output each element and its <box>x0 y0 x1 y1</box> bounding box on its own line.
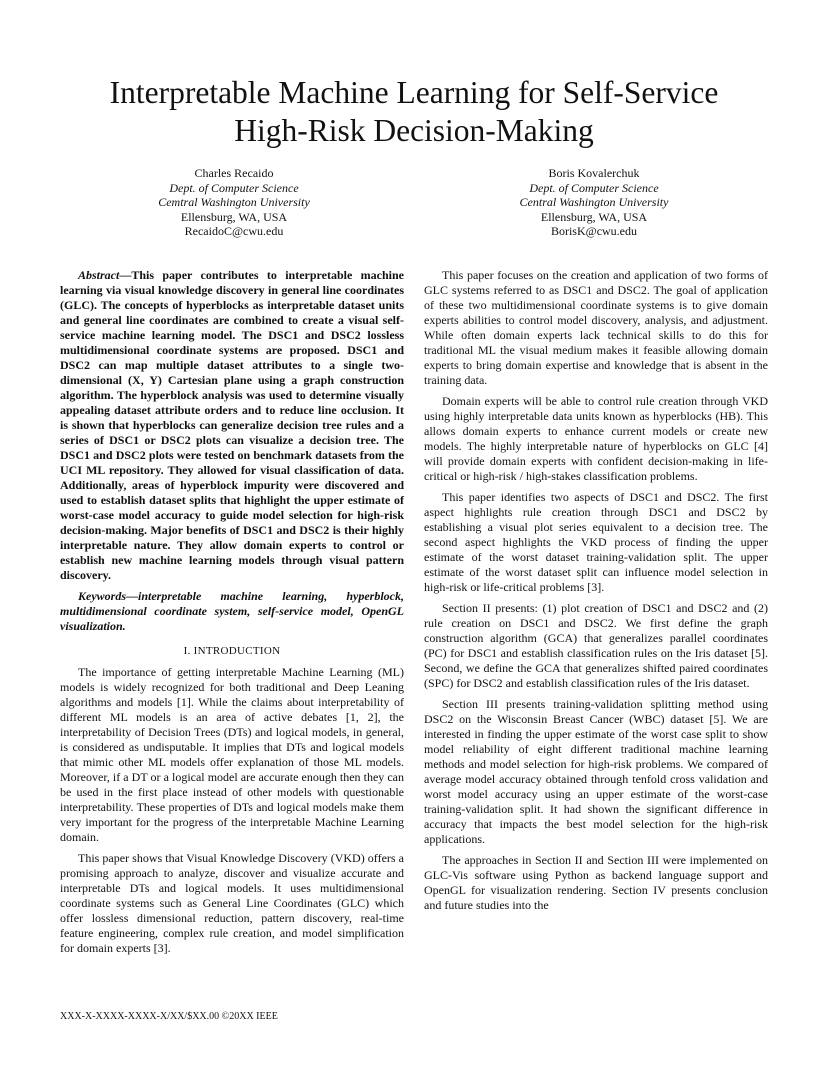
body-paragraph: This paper shows that Visual Knowledge Discovery (VKD) offers a promising approach to analyze, discover and visualize accurate and interpretable DTs and logical models. It uses multidimensional coordinate systems such as General Line Coordinates (GLC) which offer lossless dimensional reduction, pattern discovery, real-time feature engineering, complex rule creation, and model simplification for domain experts [3]. <box>60 851 404 955</box>
author-location: Ellensburg, WA, USA <box>540 209 648 224</box>
author-block-1 <box>104 166 364 239</box>
abstract <box>60 268 404 583</box>
abstract-text: —This paper contributes to interpretable machine learning via visual knowledge discovery in general line coordinates (GLC). The concepts of hyperblocks as interpretable dataset units and general line coordinates are combined to create a visual self-service machine learning model. The DSC1 and DSC2 lossless multidimensional coordinate systems are proposed. DSC1 and DSC2 can map multiple dataset attributes to a single two-dimensional (X, Y) Cartesian plane using a graph construction algorithm. The hyperblock analysis was used to determine visually appealing dataset attribute orders and to reduce line occlusion. It is shown that hyperblocks can generalize decision tree rules and a series of DSC1 or DSC2 plots can visualize a decision tree. The DSC1 and DSC2 plots were tested on benchmark datasets from the UCI ML repository. They allowed for visual classification of data. Additionally, areas of hyperblock impurity were discovered and used to establish dataset splits that highlight the upper estimate of worst-case model accuracy to guide model selection for high-risk decision-making. Major benefits of DSC1 and DSC2 is their highly interpretable nature. They allow domain experts to control or establish new machine learning models through visual pattern discovery. <box>60 268 404 582</box>
author-name: Boris Kovalerchuk <box>548 166 640 180</box>
body-paragraph: This paper identifies two aspects of DSC1 and DSC2. The first aspect highlights rule creation through DSC1 and DSC2 by establishing a visual plot series equivalent to a decision tree. The second aspect highlights the VKD process of finding the upper estimate of the worst dataset training-validation split. The upper estimate of the worst dataset split can influence model selection in high-risk or life-critical problems [3]. <box>424 490 768 594</box>
author-block-2 <box>464 166 724 239</box>
body-paragraph: This paper focuses on the creation and application of two forms of GLC systems referred to as DSC1 and DSC2. The goal of application of these two multidimensional coordinate systems is to give domain experts abilities to control model discovery, analysis, and adjustment. While often domain experts lack technical skills to do this for traditional ML the visual medium makes it feasible allowing domain experts to bring domain expertise and knowledge that is absent in the training data. <box>424 268 768 387</box>
right-column <box>424 268 768 919</box>
author-department: Dept. of Computer Science <box>529 180 659 195</box>
section-heading-introduction: I. INTRODUCTION <box>183 645 281 657</box>
author-email: RecaidoC@cwu.edu <box>184 224 284 238</box>
author-department: Dept. of Computer Science <box>169 180 299 195</box>
paper-title-line-1: Interpretable Machine Learning for Self-Service <box>109 75 719 110</box>
author-location: Ellensburg, WA, USA <box>180 209 288 224</box>
keywords: Keywords—interpretable machine learning, hyperblock, multidimensional coordinate system, self-service model, OpenGL visualization. <box>60 589 404 633</box>
abstract-label: Abstract <box>78 268 120 282</box>
author-email: BorisK@cwu.edu <box>550 224 638 238</box>
author-university: Cemtral Washington University <box>158 195 310 209</box>
author-name: Charles Recaido <box>194 166 274 180</box>
body-paragraph: The importance of getting interpretable Machine Learning (ML) models is widely recognized for both traditional and Deep Leaning algorithms and models [1]. While the claims about interpretability of different ML models is an area of active debates [1, 2], the interpretability of Decision Trees (DTs) and logical models, in general, is considered as undisputable. It implies that DTs and logical models that mimic other ML models offer explanation of those ML models. Moreover, if a DT or a logical model are accurate enough then they can be used in the first place instead of other models with questionable interpretability. These properties of DTs and logical models make them very important for the progress of the interpretable Machine Learning domain. <box>60 665 404 844</box>
author-university: Central Washington University <box>519 195 669 209</box>
body-paragraph: Section III presents training-validation splitting method using DSC2 on the Wisconsin Breast Cancer (WBC) dataset [5]. We are interested in finding the upper estimate of the worst case split to show model reliability of eight different traditional machine learning methods and model selection for high-risk problems. We compared of average model accuracy obtained through tenfold cross validation and worst model accuracy using an upper estimate of the worst-case training-validation split. It had shown the significant difference in accuracy that impacts the best model selection for the high-risk applications. <box>424 697 768 846</box>
body-paragraph: Domain experts will be able to control rule creation through VKD using highly interpretable data units known as hyperblocks (HB). This allows domain experts to enhance current models or create new models. The highly interpretable nature of hyperblocks on GLC [4] will provide domain experts with confident decision-making in life-critical or high-risk / high-stakes classification problems. <box>424 394 768 483</box>
left-column <box>60 268 404 962</box>
paper-title <box>0 74 828 150</box>
paper-title-line-2: High-Risk Decision-Making <box>234 113 594 148</box>
body-paragraph: The approaches in Section II and Section III were implemented on GLC-Vis software using Python as backend language support and OpenGL for visualization rendering. Section IV presents conclusion and future studies into the <box>424 853 768 912</box>
copyright-footer: XXX-X-XXXX-XXXX-X/XX/$XX.00 ©20XX IEEE <box>60 1011 278 1022</box>
body-paragraph: Section II presents: (1) plot creation of DSC1 and DSC2 and (2) rule creation on DSC1 and DSC2. We first define the graph construction algorithm (GCA) that generalizes parallel coordinates (PC) for DSC1 and establish classification rules on the Iris dataset [5]. Second, we define the GCA that generalizes shifted paired coordinates (SPC) for DSC2 and establish classification rules of the Iris dataset. <box>424 601 768 690</box>
